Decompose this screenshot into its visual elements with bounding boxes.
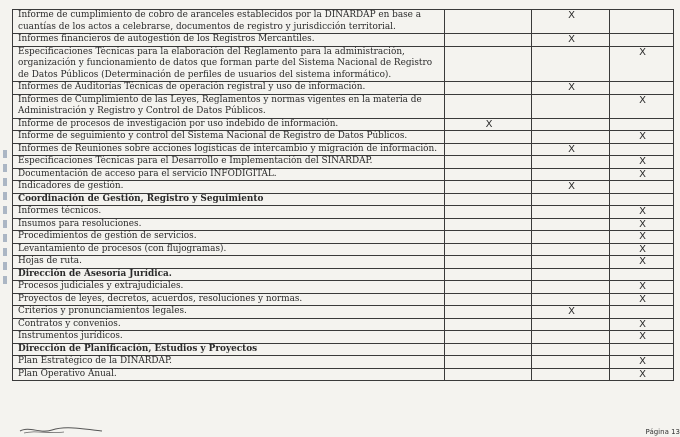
mark-cell-1 [445,356,532,369]
table-row [13,168,674,181]
row-description: Instrumentos jurídicos. [13,331,445,344]
row-description: Informes financieros de autogestión de los Registros Mercantiles. [13,34,445,47]
section-header-row [13,268,674,281]
mark-cell-3: X [610,156,674,169]
table-row [13,46,674,82]
mark-cell-3 [610,268,674,281]
mark-cell-1 [445,218,532,231]
mark-cell-2 [532,131,610,144]
table-body [13,10,674,381]
mark-cell-3: X [610,94,674,118]
mark-cell-3 [610,193,674,206]
mark-cell-1 [445,368,532,381]
mark-cell-3 [610,343,674,356]
table-row [13,118,674,131]
mark-cell-3: X [610,293,674,306]
table-row [13,318,674,331]
row-description: Criterios y pronunciamientos legales. [13,306,445,319]
mark-cell-1 [445,306,532,319]
section-title: Coordinación de Gestión, Registro y Seguimiento [13,193,445,206]
mark-cell-2: X [532,34,610,47]
table-row [13,156,674,169]
mark-cell-1 [445,231,532,244]
mark-cell-1 [445,206,532,219]
table-row [13,10,674,34]
mark-cell-2 [532,118,610,131]
mark-cell-3: X [610,318,674,331]
mark-cell-3: X [610,168,674,181]
mark-cell-2 [532,156,610,169]
mark-cell-3: X [610,231,674,244]
row-description: Contratos y convenios. [13,318,445,331]
table-row [13,293,674,306]
mark-cell-1 [445,318,532,331]
mark-cell-2 [532,293,610,306]
mark-cell-1 [445,82,532,95]
row-description: Informes de Auditorías Técnicas de operación registral y uso de información. [13,82,445,95]
mark-cell-1 [445,34,532,47]
mark-cell-3 [610,34,674,47]
mark-cell-3 [610,10,674,34]
row-description: Proyectos de leyes, decretos, acuerdos, resoluciones y normas. [13,293,445,306]
table-row [13,94,674,118]
row-description: Procedimientos de gestión de servicios. [13,231,445,244]
table-row [13,34,674,47]
row-description: Levantamiento de procesos (con flujogramas). [13,243,445,256]
mark-cell-3: X [610,256,674,269]
row-description: Informes de Cumplimiento de las Leyes, Reglamentos y normas vigentes en la materia de Administración y Registro y Control de Datos Públicos. [13,94,445,118]
row-description: Informe de procesos de investigación por uso indebido de información. [13,118,445,131]
table-row [13,218,674,231]
row-description: Informes técnicos. [13,206,445,219]
mark-cell-1 [445,168,532,181]
document-table [12,9,674,381]
table-row [13,181,674,194]
row-description: Documentación de acceso para el servicio INFODIGITAL. [13,168,445,181]
mark-cell-2: X [532,143,610,156]
table-row [13,368,674,381]
mark-cell-1 [445,243,532,256]
table-row [13,82,674,95]
mark-cell-2 [532,268,610,281]
row-description: Plan Estratégico de la DINARDAP. [13,356,445,369]
mark-cell-3: X [610,131,674,144]
mark-cell-2 [532,356,610,369]
mark-cell-1 [445,256,532,269]
mark-cell-1 [445,156,532,169]
table-row [13,231,674,244]
mark-cell-1 [445,143,532,156]
mark-cell-2 [532,331,610,344]
table-row [13,331,674,344]
mark-cell-2 [532,218,610,231]
row-description: Insumos para resoluciones. [13,218,445,231]
row-description: Procesos judiciales y extrajudiciales. [13,281,445,294]
mark-cell-2 [532,368,610,381]
section-header-row [13,343,674,356]
mark-cell-2 [532,231,610,244]
table-row [13,281,674,294]
row-description: Informe de cumplimiento de cobro de aranceles establecidos por la DINARDAP en base a cuantías de los actos a celebrarse, documentos de registro y jurisdicción territorial. [13,10,445,34]
mark-cell-2 [532,168,610,181]
mark-cell-2: X [532,306,610,319]
mark-cell-2: X [532,181,610,194]
table-row [13,143,674,156]
row-description: Indicadores de gestión. [13,181,445,194]
table-row [13,131,674,144]
mark-cell-1 [445,343,532,356]
section-title: Dirección de Asesoría Jurídica. [13,268,445,281]
section-title: Dirección de Planificación, Estudios y Proyectos [13,343,445,356]
mark-cell-2 [532,94,610,118]
mark-cell-2 [532,243,610,256]
mark-cell-1 [445,46,532,82]
mark-cell-2 [532,46,610,82]
row-description: Informe de seguimiento y control del Sistema Nacional de Registro de Datos Públicos. [13,131,445,144]
mark-cell-1 [445,94,532,118]
mark-cell-1 [445,293,532,306]
mark-cell-3 [610,118,674,131]
mark-cell-2 [532,193,610,206]
mark-cell-1 [445,193,532,206]
row-description: Plan Operativo Anual. [13,368,445,381]
mark-cell-2: X [532,82,610,95]
mark-cell-3: X [610,368,674,381]
mark-cell-1 [445,268,532,281]
mark-cell-3 [610,82,674,95]
mark-cell-2 [532,206,610,219]
page-number: Página 13 [645,428,680,436]
signature-mark [18,424,104,436]
row-description: Hojas de ruta. [13,256,445,269]
margin-stamp [0,150,10,300]
mark-cell-3 [610,143,674,156]
mark-cell-2 [532,256,610,269]
mark-cell-1 [445,181,532,194]
mark-cell-1 [445,331,532,344]
section-header-row [13,193,674,206]
mark-cell-3 [610,306,674,319]
mark-cell-3 [610,181,674,194]
row-description: Especificaciones Técnicas para el Desarrollo e Implementación del SINARDAP. [13,156,445,169]
mark-cell-3: X [610,356,674,369]
mark-cell-1 [445,131,532,144]
table-row [13,356,674,369]
mark-cell-2 [532,318,610,331]
row-description: Especificaciones Técnicas para la elaboración del Reglamento para la administración, organización y funcionamiento de datos que forman parte del Sistema Nacional de Registro de Datos Públicos (Determinación de perfiles de usuarios del sistema informático). [13,46,445,82]
row-description: Informes de Reuniones sobre acciones logísticas de intercambio y migración de información. [13,143,445,156]
mark-cell-3: X [610,206,674,219]
mark-cell-3: X [610,46,674,82]
mark-cell-3: X [610,218,674,231]
mark-cell-1 [445,10,532,34]
table-row [13,243,674,256]
mark-cell-3: X [610,243,674,256]
table-row [13,256,674,269]
mark-cell-2 [532,281,610,294]
mark-cell-1: X [445,118,532,131]
table-row [13,306,674,319]
mark-cell-1 [445,281,532,294]
table-row [13,206,674,219]
mark-cell-3: X [610,331,674,344]
mark-cell-3: X [610,281,674,294]
mark-cell-2: X [532,10,610,34]
mark-cell-2 [532,343,610,356]
